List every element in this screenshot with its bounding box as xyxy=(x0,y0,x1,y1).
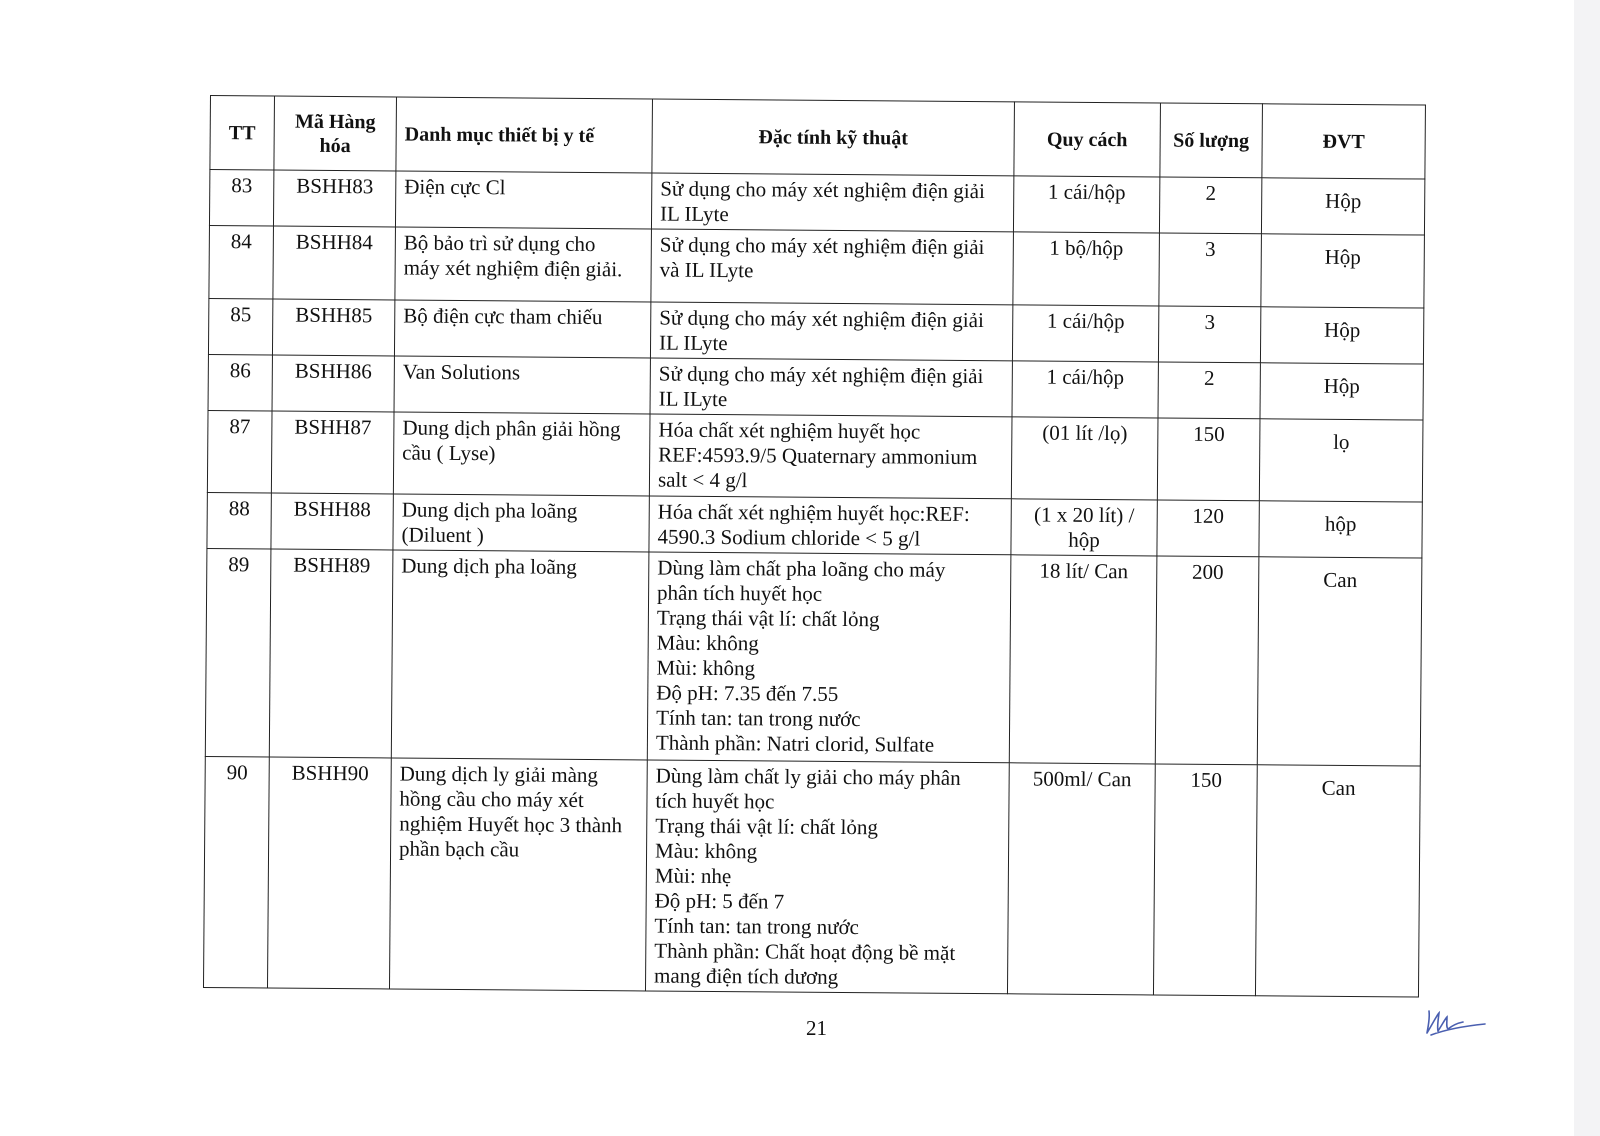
cell-danh-muc: Bộ bảo trì sử dụng cho máy xét nghiệm điện giải. xyxy=(395,227,652,302)
header-ma-hang-hoa: Mã Hàng hóa xyxy=(274,96,397,171)
cell-dvt: Hộp xyxy=(1261,234,1425,308)
table-row xyxy=(203,756,1420,997)
cell-ma-hang: BSHH83 xyxy=(273,170,395,227)
cell-so-luong: 2 xyxy=(1158,362,1260,419)
header-dvt: ĐVT xyxy=(1262,104,1426,179)
cell-dvt: Hộp xyxy=(1260,307,1423,364)
cell-tt: 90 xyxy=(203,756,269,987)
cell-tt: 86 xyxy=(208,354,272,411)
cell-danh-muc: Dung dịch ly giải màng hồng cầu cho máy xét nghiệm Huyết học 3 thành phần bạch cầu xyxy=(389,758,647,991)
scan-page-edge xyxy=(1574,0,1600,1136)
cell-dac-tinh: Hóa chất xét nghiệm huyết học:REF: 4590.3 Sodium chloride < 5 g/l xyxy=(649,496,1011,555)
table-row xyxy=(209,170,1424,236)
cell-quy-cach: 18 lít/ Can xyxy=(1009,555,1157,764)
cell-dac-tinh: Sử dụng cho máy xét nghiệm điện giải IL ILyte xyxy=(651,173,1013,232)
cell-danh-muc: Dung dịch pha loãng xyxy=(391,550,649,760)
cell-quy-cach: (01 lít /lọ) xyxy=(1011,417,1158,500)
cell-so-luong: 3 xyxy=(1158,306,1260,363)
equipment-table xyxy=(203,95,1426,998)
header-danh-muc: Danh mục thiết bị y tế xyxy=(396,97,653,173)
cell-tt: 88 xyxy=(207,492,271,549)
table-row xyxy=(207,410,1423,502)
cell-so-luong: 150 xyxy=(1157,418,1260,501)
cell-so-luong: 3 xyxy=(1159,233,1262,307)
table-row xyxy=(207,492,1422,558)
cell-ma-hang: BSHH89 xyxy=(269,549,393,758)
cell-ma-hang: BSHH84 xyxy=(273,226,396,300)
header-tt: TT xyxy=(210,96,275,171)
cell-dac-tinh: Hóa chất xét nghiệm huyết học REF:4593.9/5 Quaternary ammonium salt < 4 g/l xyxy=(649,414,1012,499)
cell-ma-hang: BSHH87 xyxy=(271,411,394,494)
page-number: 21 xyxy=(806,1016,827,1040)
cell-tt: 84 xyxy=(209,225,274,299)
cell-ma-hang: BSHH90 xyxy=(267,757,391,989)
table-row xyxy=(209,225,1425,308)
cell-dac-tinh: Sử dụng cho máy xét nghiệm điện giải và IL ILyte xyxy=(651,229,1014,305)
cell-quy-cach: 1 cái/hộp xyxy=(1012,305,1158,362)
cell-dac-tinh: Dùng làm chất pha loãng cho máy phân tích huyết học Trạng thái vật lí: chất lỏng Màu: không Mùi: không Độ pH: 7.35 đến 7.55 Tính tan: tan trong nước Thành phần: Natri clorid, Sulfate xyxy=(647,552,1011,763)
cell-danh-muc: Dung dịch phân giải hồng cầu ( Lyse) xyxy=(393,412,650,496)
cell-ma-hang: BSHH85 xyxy=(272,299,394,356)
cell-dvt: Hộp xyxy=(1261,178,1424,235)
cell-dvt: Can xyxy=(1255,765,1420,997)
cell-dvt: Can xyxy=(1257,557,1422,766)
header-quy-cach: Quy cách xyxy=(1014,102,1161,177)
cell-dac-tinh: Dùng làm chất ly giải cho máy phân tích huyết học Trạng thái vật lí: chất lỏng Màu: không Mùi: nhẹ Độ pH: 5 đến 7 Tính tan: tan trong nước Thành phần: Chất hoạt động bề mặt mang điện tích dương xyxy=(645,760,1009,994)
cell-danh-muc: Điện cực Cl xyxy=(395,171,651,229)
header-dac-tinh: Đặc tính kỹ thuật xyxy=(652,99,1015,176)
cell-quy-cach: 1 cái/hộp xyxy=(1013,176,1159,233)
signature-mark xyxy=(1425,1005,1487,1037)
header-so-luong: Số lượng xyxy=(1160,103,1263,178)
cell-dac-tinh: Sử dụng cho máy xét nghiệm điện giải IL ILyte xyxy=(650,302,1012,361)
cell-dvt: Hộp xyxy=(1260,363,1423,420)
cell-dac-tinh: Sử dụng cho máy xét nghiệm điện giải IL ILyte xyxy=(650,358,1012,417)
cell-quy-cach: 500ml/ Can xyxy=(1007,763,1155,995)
cell-dvt: lọ xyxy=(1259,419,1423,502)
cell-danh-muc: Dung dịch pha loãng (Diluent ) xyxy=(393,494,649,552)
cell-tt: 87 xyxy=(207,410,272,493)
cell-dvt: hộp xyxy=(1259,501,1422,558)
cell-so-luong: 150 xyxy=(1153,764,1257,996)
cell-tt: 85 xyxy=(208,298,272,355)
table-row xyxy=(205,548,1422,766)
cell-tt: 89 xyxy=(205,548,271,756)
cell-ma-hang: BSHH88 xyxy=(271,493,393,550)
cell-quy-cach: 1 cái/hộp xyxy=(1012,361,1158,418)
cell-so-luong: 200 xyxy=(1155,556,1259,765)
cell-danh-muc: Van Solutions xyxy=(394,356,650,414)
cell-quy-cach: (1 x 20 lít) / hộp xyxy=(1011,499,1157,556)
table-row xyxy=(208,354,1423,420)
cell-ma-hang: BSHH86 xyxy=(272,355,394,412)
cell-tt: 83 xyxy=(209,170,273,227)
cell-so-luong: 2 xyxy=(1159,177,1261,234)
table-header-row xyxy=(210,96,1426,180)
cell-quy-cach: 1 bộ/hộp xyxy=(1013,232,1160,306)
cell-so-luong: 120 xyxy=(1157,500,1259,557)
cell-danh-muc: Bộ điện cực tham chiếu xyxy=(394,300,650,358)
table-row xyxy=(208,298,1423,364)
